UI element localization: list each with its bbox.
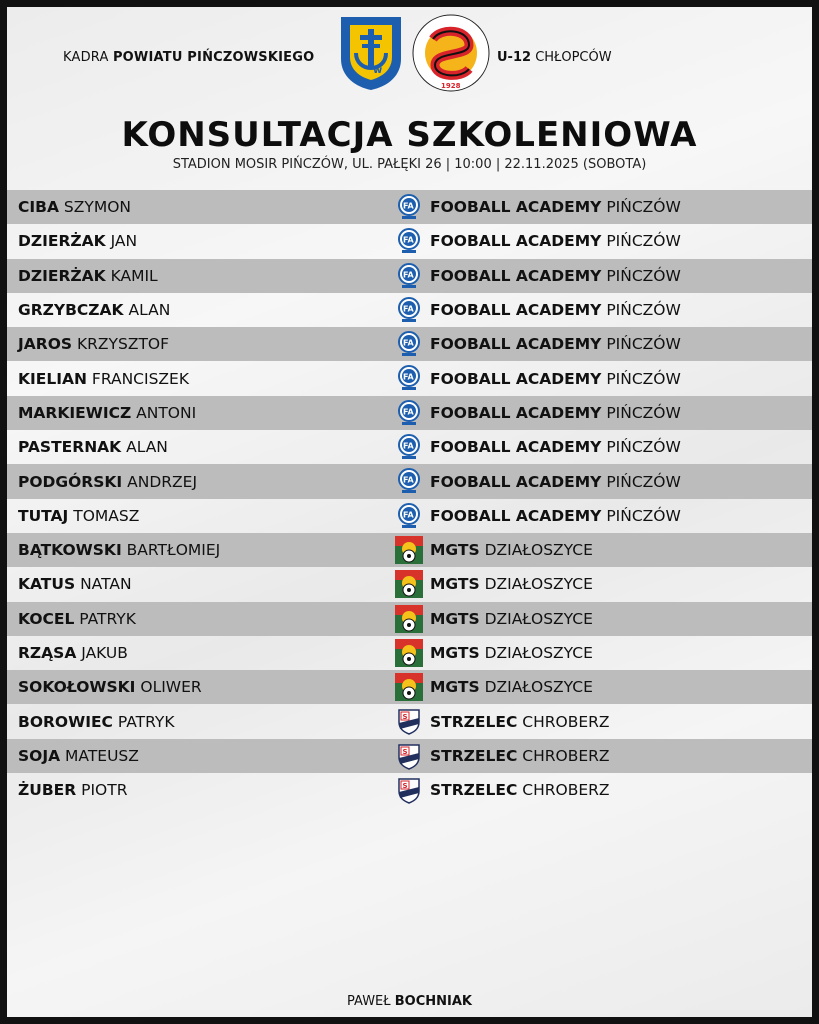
player-row: [7, 259, 812, 293]
mgts-logo-icon: [395, 605, 423, 633]
strzelec-logo-icon: [395, 707, 423, 735]
player-name: [18, 232, 137, 250]
player-row: [7, 739, 812, 773]
club-name: [430, 747, 610, 765]
player-last-name: KOCEL: [18, 609, 75, 628]
club-name-town: CHROBERZ: [522, 712, 610, 731]
player-first-name: MATEUSZ: [65, 746, 139, 765]
svg-text:1928: 1928: [441, 82, 461, 90]
player-last-name: TUTAJ: [18, 506, 69, 525]
club-name: [430, 644, 593, 662]
player-last-name: BĄTKOWSKI: [18, 541, 122, 560]
club-name-bold: FOOBALL ACADEMY: [430, 335, 602, 354]
player-row: [7, 704, 812, 738]
player-last-name: SOKOŁOWSKI: [18, 678, 136, 697]
page-title: KONSULTACJA SZKOLENIOWA: [121, 115, 698, 155]
coach-first-name: PAWEŁ: [347, 994, 391, 1009]
club-name-bold: STRZELEC: [430, 746, 518, 765]
club-name-bold: FOOBALL ACADEMY: [430, 301, 602, 320]
club-name: [430, 370, 681, 388]
club-name-bold: MGTS: [430, 609, 480, 628]
player-last-name: ŻUBER: [18, 781, 77, 800]
player-row: [7, 773, 812, 807]
club-name-town: PIŃCZÓW: [606, 232, 681, 251]
club-name-town: CHROBERZ: [522, 746, 610, 765]
player-row: [7, 636, 812, 670]
club-name-town: DZIAŁOSZYCE: [484, 575, 593, 594]
player-row: [7, 396, 812, 430]
player-first-name: KAMIL: [110, 266, 158, 285]
club-name: [430, 507, 681, 525]
age-group-rest: CHŁOPCÓW: [535, 50, 612, 65]
club-name-town: PIŃCZÓW: [606, 198, 681, 217]
club-name-bold: FOOBALL ACADEMY: [430, 506, 602, 525]
age-group-label: [497, 50, 612, 65]
fa-pinczow-logo-icon: [395, 364, 423, 392]
club-name-town: PIŃCZÓW: [606, 506, 681, 525]
player-row: [7, 464, 812, 498]
club-name-town: PIŃCZÓW: [606, 266, 681, 285]
player-row: [7, 190, 812, 224]
svg-text:FA: FA: [403, 441, 414, 451]
club-name-town: DZIAŁOSZYCE: [484, 541, 593, 560]
club-name-bold: FOOBALL ACADEMY: [430, 438, 602, 457]
mgts-logo-icon: [395, 639, 423, 667]
club-name: [430, 301, 681, 319]
player-last-name: CIBA: [18, 198, 59, 217]
player-last-name: PASTERNAK: [18, 438, 122, 457]
club-name: [430, 335, 681, 353]
mgts-logo-icon: [395, 536, 423, 564]
fa-pinczow-logo-icon: [395, 193, 423, 221]
svg-text:FA: FA: [403, 304, 414, 314]
strzelec-logo-icon: [395, 742, 423, 770]
svg-text:FA: FA: [403, 510, 414, 520]
fa-pinczow-logo-icon: [395, 227, 423, 255]
club-name-town: PIŃCZÓW: [606, 438, 681, 457]
club-name: [430, 678, 593, 696]
mgts-logo-icon: [395, 570, 423, 598]
fa-pinczow-logo-icon: [395, 467, 423, 495]
squad-label-bold: POWIATU PIŃCZOWSKIEGO: [112, 50, 315, 65]
player-first-name: PIOTR: [81, 781, 128, 800]
player-name: [18, 713, 175, 731]
player-first-name: ANTONI: [136, 403, 197, 422]
svg-text:S: S: [402, 713, 408, 722]
event-details: STADION MOSIR PIŃCZÓW, UL. PAŁĘKI 26 | 10:00 | 22.11.2025 (SOBOTA): [172, 157, 647, 172]
svg-text:w: w: [373, 65, 383, 76]
player-row: [7, 533, 812, 567]
player-last-name: KIELIAN: [18, 369, 87, 388]
player-last-name: RZĄSA: [18, 644, 77, 662]
player-first-name: TOMASZ: [73, 506, 140, 525]
svg-text:S: S: [402, 747, 408, 756]
svg-text:FA: FA: [403, 372, 414, 382]
player-name: [18, 473, 197, 491]
club-name-town: CHROBERZ: [522, 781, 610, 800]
player-first-name: BARTŁOMIEJ: [126, 541, 221, 560]
player-last-name: BOROWIEC: [18, 712, 113, 731]
county-crest-logo: [338, 15, 404, 91]
player-name: [18, 747, 139, 765]
squad-label-prefix: KADRA: [63, 50, 109, 65]
fa-pinczow-logo-icon: [395, 502, 423, 530]
poster: [7, 7, 812, 1017]
club-name-town: DZIAŁOSZYCE: [484, 609, 593, 628]
svg-text:FA: FA: [403, 338, 414, 348]
player-name: [18, 575, 132, 593]
club-name: [430, 781, 610, 799]
player-list: [7, 190, 812, 807]
svg-text:S: S: [402, 782, 408, 791]
fa-pinczow-logo-icon: [395, 330, 423, 358]
player-name: [18, 301, 170, 319]
player-first-name: NATAN: [80, 575, 132, 594]
player-row: [7, 567, 812, 601]
player-first-name: JAN: [110, 232, 138, 251]
svg-text:FA: FA: [403, 201, 414, 211]
club-name-bold: MGTS: [430, 678, 480, 697]
club-name: [430, 267, 681, 285]
player-name: [18, 267, 158, 285]
club-name: [430, 713, 610, 731]
player-row: [7, 327, 812, 361]
club-name-town: PIŃCZÓW: [606, 335, 681, 354]
age-group-bold: U-12: [497, 50, 532, 65]
player-name: [18, 610, 136, 628]
club-name-town: PIŃCZÓW: [606, 301, 681, 320]
svg-text:FA: FA: [403, 270, 414, 280]
club-name-bold: MGTS: [430, 644, 480, 662]
club-name-bold: FOOBALL ACADEMY: [430, 369, 602, 388]
player-name: [18, 198, 131, 216]
fa-pinczow-logo-icon: [395, 262, 423, 290]
player-name: [18, 781, 127, 799]
club-name: [430, 198, 681, 216]
club-name: [430, 575, 593, 593]
player-row: [7, 602, 812, 636]
player-name: [18, 541, 220, 559]
player-name: [18, 335, 169, 353]
player-first-name: PATRYK: [79, 609, 136, 628]
svg-text:FA: FA: [403, 407, 414, 417]
club-name-bold: MGTS: [430, 541, 480, 560]
player-last-name: MARKIEWICZ: [18, 403, 132, 422]
club-name: [430, 404, 681, 422]
fa-pinczow-logo-icon: [395, 296, 423, 324]
player-row: [7, 224, 812, 258]
player-last-name: GRZYBCZAK: [18, 301, 124, 320]
coach-last-name: BOCHNIAK: [394, 994, 472, 1009]
svg-text:FA: FA: [403, 475, 414, 485]
strzelec-logo-icon: [395, 776, 423, 804]
player-name: [18, 678, 202, 696]
fa-pinczow-logo-icon: [395, 433, 423, 461]
player-name: [18, 507, 139, 525]
player-last-name: JAROS: [18, 335, 73, 354]
club-name-town: PIŃCZÓW: [606, 369, 681, 388]
player-row: [7, 499, 812, 533]
player-last-name: KATUS: [18, 575, 76, 594]
svg-text:FA: FA: [403, 235, 414, 245]
player-first-name: JAKUB: [81, 644, 128, 662]
club-name-town: PIŃCZÓW: [606, 403, 681, 422]
club-name-bold: MGTS: [430, 575, 480, 594]
club-name-town: PIŃCZÓW: [606, 472, 681, 491]
player-first-name: FRANCISZEK: [91, 369, 189, 388]
club-name-bold: FOOBALL ACADEMY: [430, 266, 602, 285]
club-name-bold: FOOBALL ACADEMY: [430, 403, 602, 422]
club-name-bold: FOOBALL ACADEMY: [430, 472, 602, 491]
coach-name: [7, 994, 812, 1009]
player-name: [18, 644, 128, 662]
player-row: [7, 293, 812, 327]
club-name: [430, 232, 681, 250]
club-name-bold: STRZELEC: [430, 781, 518, 800]
club-name-bold: STRZELEC: [430, 712, 518, 731]
player-first-name: ALAN: [128, 301, 171, 320]
club-name: [430, 438, 681, 456]
club-name-town: DZIAŁOSZYCE: [484, 678, 593, 697]
player-last-name: PODGÓRSKI: [18, 472, 123, 491]
squad-label: [63, 50, 323, 65]
club-name: [430, 610, 593, 628]
player-last-name: DZIERŻAK: [18, 232, 106, 251]
player-last-name: SOJA: [18, 746, 61, 765]
player-first-name: ALAN: [126, 438, 168, 457]
player-first-name: OLIWER: [140, 678, 202, 697]
mgts-logo-icon: [395, 673, 423, 701]
club-name: [430, 541, 593, 559]
club-name-town: DZIAŁOSZYCE: [484, 644, 593, 662]
player-row: [7, 430, 812, 464]
club-name-bold: FOOBALL ACADEMY: [430, 232, 602, 251]
association-logo: [411, 13, 491, 93]
player-last-name: DZIERŻAK: [18, 266, 106, 285]
player-first-name: KRZYSZTOF: [76, 335, 170, 354]
club-name-bold: FOOBALL ACADEMY: [430, 198, 602, 217]
player-first-name: SZYMON: [63, 198, 131, 217]
player-name: [18, 370, 189, 388]
club-name: [430, 473, 681, 491]
player-row: [7, 361, 812, 395]
player-name: [18, 404, 196, 422]
player-first-name: PATRYK: [117, 712, 175, 731]
player-row: [7, 670, 812, 704]
player-name: [18, 438, 168, 456]
fa-pinczow-logo-icon: [395, 399, 423, 427]
player-first-name: ANDRZEJ: [127, 472, 198, 491]
